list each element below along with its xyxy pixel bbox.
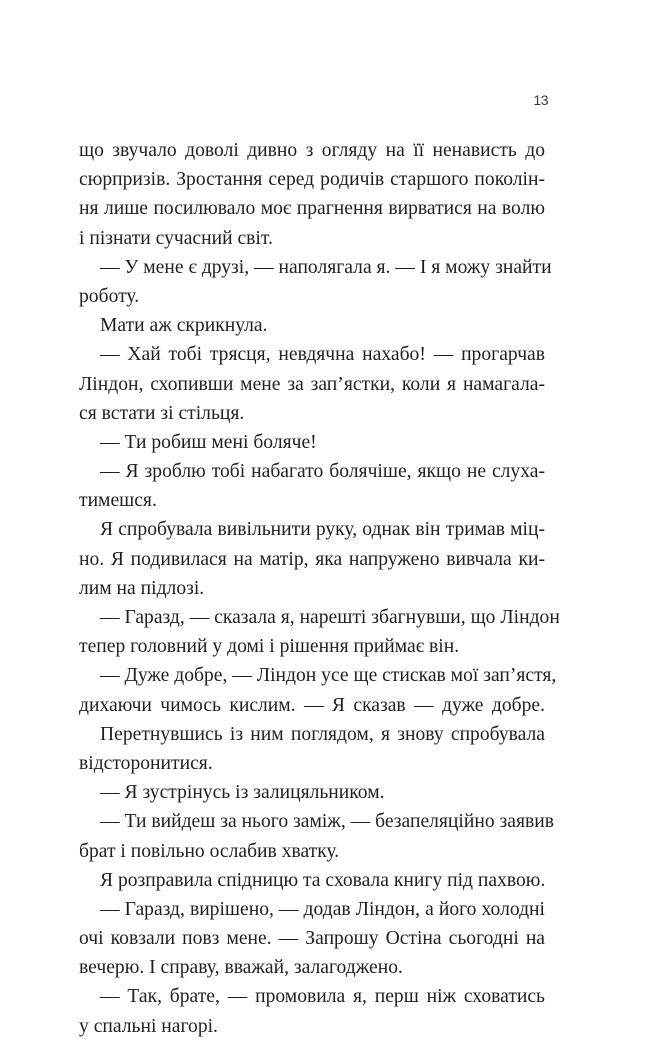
text-line: — Хай тобі трясця, невдячна нахабо! — прогарчав	[100, 344, 545, 366]
page-number: 13	[533, 92, 548, 108]
text-line: — Ти вийдеш за нього заміж, — безапеляційно заявив	[100, 811, 554, 833]
text-line: лим на підлозі.	[79, 577, 205, 599]
body-text	[79, 136, 560, 1041]
text-line: і пізнати сучасний світ.	[79, 227, 273, 249]
text-line: тимешся.	[79, 490, 157, 512]
text-line: Перетнувшись із ним поглядом, я знову спробувала	[100, 723, 545, 745]
text-line: Я спробувала вивільнити руку, однак він тримав міц-	[100, 519, 545, 541]
text-line: — Гаразд, — сказала я, нарешті збагнувши, що Ліндон	[100, 607, 560, 628]
text-line: що звучало доволі дивно з огляду на її ненависть до	[79, 140, 545, 161]
text-line: брат і повільно ослабив хватку.	[79, 840, 340, 862]
text-line: у спальні нагорі.	[79, 1015, 218, 1037]
text-line: — Так, брате, — промовила я, перш ніж сховатись	[100, 986, 545, 1008]
text-line: тепер головний у домі і рішення приймає він.	[79, 636, 460, 658]
text-line: дихаючи чимось кислим. — Я сказав — дуже добре.	[79, 694, 545, 716]
text-line: ня лише посилювало моє прагнення вирватися на волю	[79, 198, 545, 220]
text-line: Ліндон, схопивши мене за зап’ястки, коли я намагала-	[79, 373, 545, 395]
text-line: — Гаразд, вирішено, — додав Ліндон, а його холодні	[100, 898, 545, 920]
text-line: Мати аж скрикнула.	[100, 315, 268, 337]
text-line: Я розправила спідницю та сховала книгу під пахвою.	[100, 869, 546, 891]
text-line: відсторонитися.	[79, 752, 213, 774]
text-line: ся встати зі стільця.	[79, 402, 245, 424]
text-line: — Ти робиш мені боляче!	[100, 431, 317, 453]
text-line: очі ковзали повз мене. — Запрошу Остіна сьогодні на	[79, 928, 545, 950]
text-line: — Дуже добре, — Ліндон усе ще стискав мої зап’ястя,	[100, 665, 557, 687]
text-line: вечерю. І справу, вважай, залагоджено.	[79, 957, 403, 979]
text-line: — Я зроблю тобі набагато болячіше, якщо не слуха-	[100, 461, 545, 483]
text-line: — У мене є друзі, — наполягала я. — І я можу знайти	[100, 256, 552, 278]
text-line: роботу.	[79, 285, 140, 307]
text-line: сюрпризів. Зростання серед родичів старшого поколін-	[79, 169, 545, 191]
text-line: но. Я подивилася на матір, яка напружено вивчала ки-	[79, 548, 545, 570]
text-line: — Я зустрінусь із залицяльником.	[100, 782, 385, 804]
